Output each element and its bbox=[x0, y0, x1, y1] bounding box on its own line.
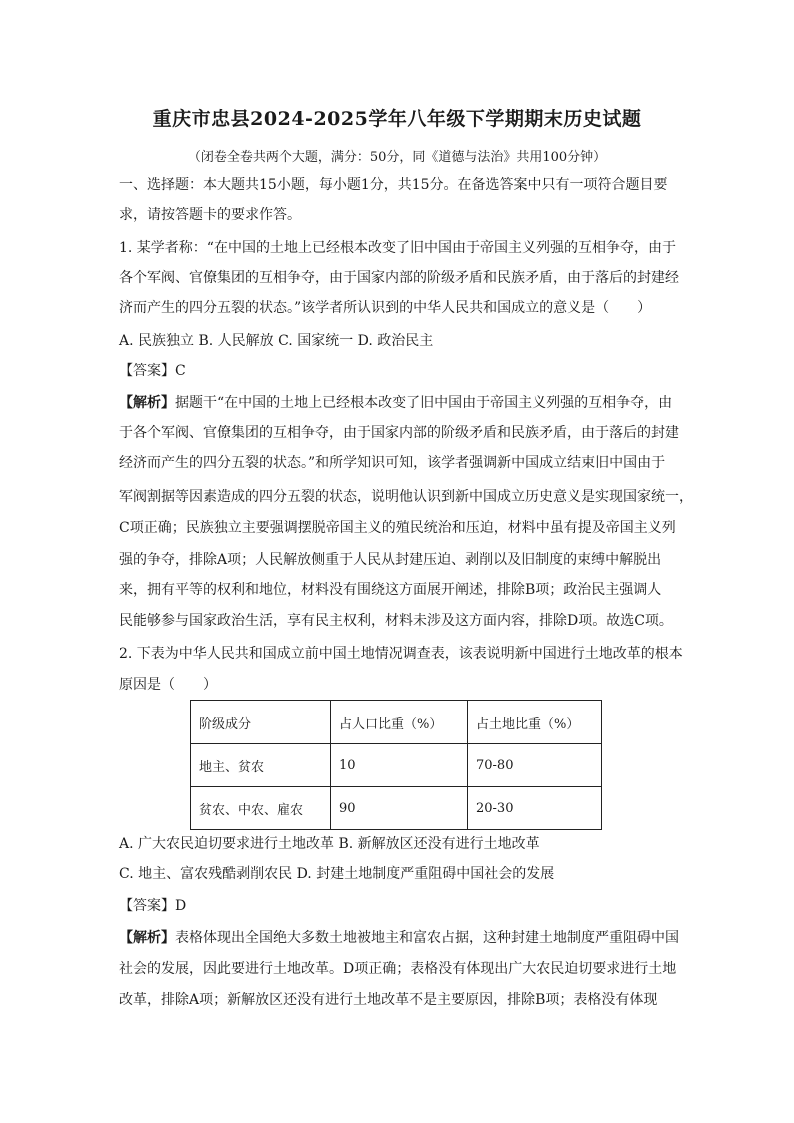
q1-analysis-line: 民能够参与国家政治生活，享有民主权利，材料未涉及这方面内容，排除D项。故选C项。 bbox=[119, 613, 673, 629]
q1-analysis-line: 于各个军阀、官僚集团的互相争夺，由于国家内部的阶级矛盾和民族矛盾，由于落后的封建 bbox=[119, 425, 679, 441]
land-survey-table bbox=[190, 700, 602, 830]
table-row bbox=[191, 787, 602, 830]
table-cell: 90 bbox=[331, 787, 468, 830]
q1-stem-line: 1. 某学者称：“在中国的土地上已经根本改变了旧中国由于帝国主义列强的互相争夺，由于 bbox=[119, 240, 676, 256]
q1-analysis-line: 军阀割据等因素造成的四分五裂的状态，说明他认识到新中国成立历史意义是实现国家统一， bbox=[119, 489, 693, 505]
q1-analysis-line bbox=[119, 393, 689, 413]
table-cell: 20-30 bbox=[468, 787, 602, 830]
q1-analysis-line: C项正确；民族独立主要强调摆脱帝国主义的殖民统治和压迫，材料中虽有提及帝国主义列 bbox=[119, 520, 676, 536]
analysis-text: 据题干“在中国的土地上已经根本改变了旧中国由于帝国主义列强的互相争夺，由 bbox=[175, 395, 673, 411]
q1-analysis-line: 强的争夺，排除A项；人民解放侧重于人民从封建压迫、剥削以及旧制度的束缚中解脱出 bbox=[119, 552, 662, 568]
table-header-cell: 占人口比重（%） bbox=[331, 701, 468, 744]
table-header-row bbox=[191, 701, 602, 744]
table-cell: 贫农、中农、雇农 bbox=[191, 787, 331, 830]
analysis-label: 【解析】 bbox=[119, 395, 175, 411]
table-cell: 地主、贫农 bbox=[191, 744, 331, 787]
q1-stem-line: 各个军阀、官僚集团的互相争夺，由于国家内部的阶级矛盾和民族矛盾，由于落后的封建经 bbox=[119, 270, 679, 286]
q1-analysis-line: 来，拥有平等的权利和地位，材料没有围绕这方面展开阐述，排除B项；政治民主强调人 bbox=[119, 582, 662, 598]
table-cell: 70-80 bbox=[468, 744, 602, 787]
page-title: 重庆市忠县2024-2025学年八年级下学期期末历史试题 bbox=[152, 108, 642, 130]
q2-stem-line: 2. 下表为中华人民共和国成立前中国土地情况调查表，该表说明新中国进行土地改革的根本 bbox=[119, 646, 683, 662]
table-header-cell: 阶级成分 bbox=[191, 701, 331, 744]
section-heading-line: 求，请按答题卡的要求作答。 bbox=[119, 207, 301, 223]
analysis-label: 【解析】 bbox=[119, 930, 175, 946]
table-header-cell: 占土地比重（%） bbox=[468, 701, 602, 744]
q1-options: A. 民族独立 B. 人民解放 C. 国家统一 D. 政治民主 bbox=[119, 333, 434, 349]
page-subtitle: （闭卷全卷共两个大题，满分：50分，同《道德与法治》共用100分钟） bbox=[187, 150, 607, 165]
q1-answer: 【答案】C bbox=[119, 363, 186, 379]
section-heading-line: 一、选择题：本大题共15小题，每小题1分，共15分。在备选答案中只有一项符合题目要 bbox=[119, 177, 668, 193]
q1-analysis-line: 经济而产生的四分五裂的状态。”和所学知识可知，该学者强调新中国成立结束旧中国由于 bbox=[119, 455, 666, 471]
q2-stem-line: 原因是（ ） bbox=[119, 677, 217, 693]
q2-options-line: A. 广大农民迫切要求进行土地改革 B. 新解放区还没有进行土地改革 bbox=[119, 836, 540, 852]
table-cell: 10 bbox=[331, 744, 468, 787]
q2-analysis-line: 社会的发展，因此要进行土地改革。D项正确；表格没有体现出广大农民迫切要求进行土地 bbox=[119, 961, 677, 977]
table-row bbox=[191, 744, 602, 787]
q2-answer: 【答案】D bbox=[119, 898, 187, 914]
q2-analysis-line: 改革，排除A项；新解放区还没有进行土地改革不是主要原因，排除B项；表格没有体现 bbox=[119, 992, 658, 1008]
q2-options-line: C. 地主、富农残酷剥削农民 D. 封建土地制度严重阻碍中国社会的发展 bbox=[119, 866, 555, 882]
q2-analysis-line bbox=[119, 928, 689, 948]
q1-stem-line: 济而产生的四分五裂的状态。”该学者所认识到的中华人民共和国成立的意义是（ ） bbox=[119, 300, 652, 316]
analysis-text: 表格体现出全国绝大多数土地被地主和富农占据，这种封建土地制度严重阻碍中国 bbox=[175, 930, 679, 946]
